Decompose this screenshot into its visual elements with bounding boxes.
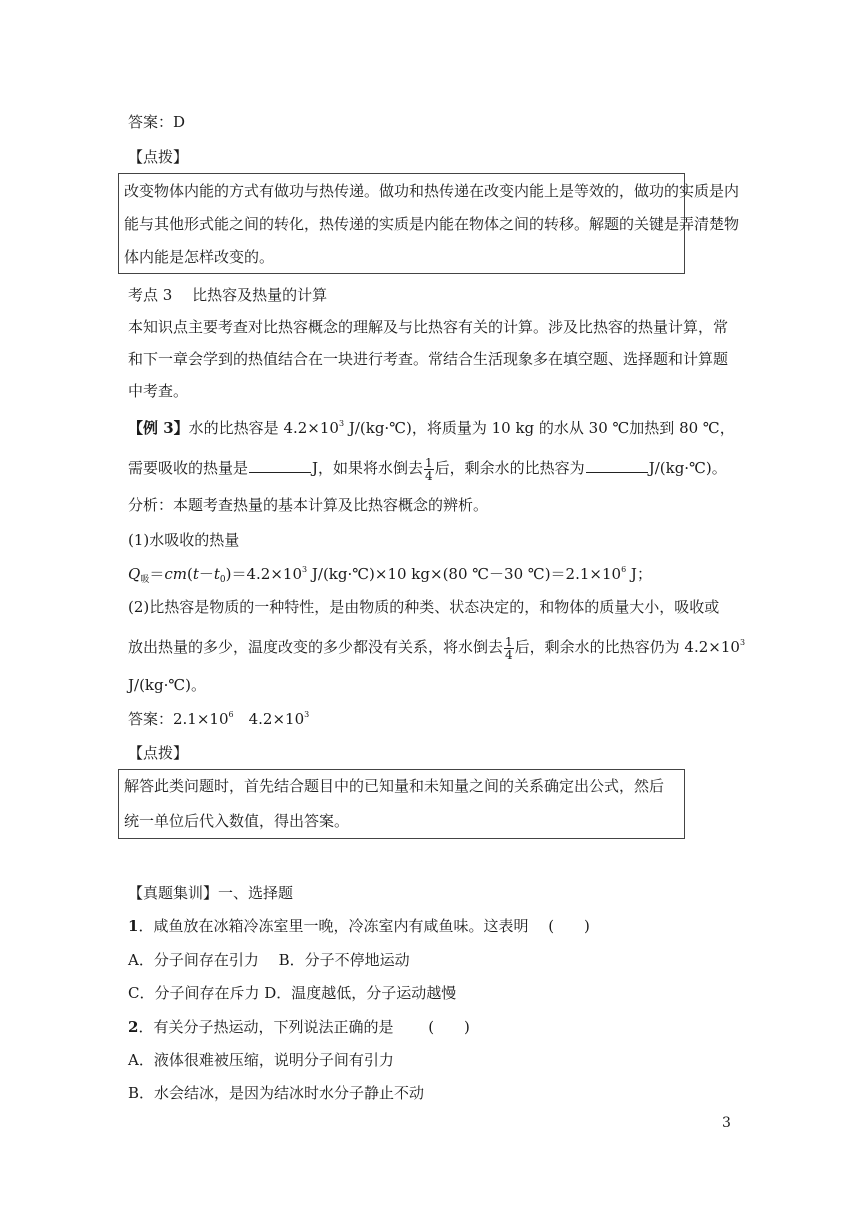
section-text: 和下一章会学到的热值结合在一块进行考查。常结合生活现象多在填空题、选择题和计算题 bbox=[128, 350, 729, 368]
option-line: A．液体很难被压缩，说明分子间有引力 bbox=[128, 1051, 394, 1069]
formula-text: J/(kg·℃)×10 kg×(80 ℃－30 ℃)＝2.1×10 bbox=[307, 565, 622, 583]
formula-text: ) bbox=[225, 565, 232, 583]
formula-symbol: t bbox=[213, 565, 220, 583]
example-line bbox=[128, 451, 727, 485]
tip-line: 统一单位后代入数值，得出答案。 bbox=[124, 812, 350, 830]
option-line: C．分子间存在斥力 D．温度越低，分子运动越慢 bbox=[128, 984, 457, 1002]
superscript: 6 bbox=[621, 565, 627, 574]
tip-heading: 【点拨】 bbox=[128, 744, 189, 762]
answer-blank[interactable] bbox=[586, 458, 648, 473]
page-number: 3 bbox=[722, 1115, 731, 1131]
tip-heading: 【点拨】 bbox=[128, 148, 189, 166]
answer-text: 4.2×10 bbox=[233, 710, 305, 728]
example-label: 【例 3】 bbox=[128, 419, 189, 437]
question-line bbox=[128, 916, 590, 936]
example-text: J/(kg·℃)。 bbox=[648, 459, 727, 477]
superscript: 3 bbox=[739, 638, 746, 647]
answer-line: 答案：D bbox=[128, 113, 186, 131]
section-text: 中考查。 bbox=[128, 382, 189, 400]
example-line bbox=[128, 418, 735, 438]
formula-text: － bbox=[198, 565, 214, 583]
step-line: J/(kg·℃)。 bbox=[128, 676, 207, 694]
tip-box bbox=[118, 769, 685, 839]
option-line: A．分子间存在引力 B．分子不停地运动 bbox=[128, 951, 410, 969]
step-title: (1)水吸收的热量 bbox=[128, 531, 240, 549]
fraction bbox=[504, 636, 514, 661]
example-text: J/(kg·℃)，将质量为 10 kg 的水从 30 ℃加热到 80 ℃， bbox=[344, 419, 735, 437]
superscript: 3 bbox=[302, 565, 308, 574]
fraction-numerator: 1 bbox=[505, 634, 513, 649]
formula-text: ＝ bbox=[149, 565, 165, 583]
tip-box bbox=[118, 173, 740, 274]
question-line bbox=[128, 1017, 470, 1037]
formula-symbol: t bbox=[192, 565, 199, 583]
formula-line bbox=[128, 564, 652, 584]
superscript: 3 bbox=[338, 419, 345, 428]
subscript: 吸 bbox=[140, 575, 150, 585]
example-text: 需要吸收的热量是 bbox=[128, 459, 249, 477]
section-heading: 考点 3 比热容及热量的计算 bbox=[128, 286, 328, 304]
example-text: 水的比热容是 4.2×10 bbox=[188, 419, 339, 437]
question-number: 1 bbox=[128, 917, 139, 935]
answer-text: 答案：2.1×10 bbox=[128, 710, 229, 728]
question-number: 2 bbox=[128, 1018, 139, 1036]
formula-symbol: Q bbox=[128, 565, 141, 583]
step-text: 放出热量的多少，温度改变的多少都没有关系，将水倒去 bbox=[128, 638, 504, 656]
superscript: 6 bbox=[228, 710, 234, 719]
fraction-numerator: 1 bbox=[425, 455, 433, 470]
question-text: ．有关分子热运动，下列说法正确的是 ( ) bbox=[138, 1018, 470, 1036]
question-text: ．咸鱼放在冰箱冷冻室里一晚，冷冻室内有咸鱼味。这表明 ( ) bbox=[138, 917, 590, 935]
drill-heading: 【真题集训】一、选择题 bbox=[128, 884, 294, 902]
step-line: (2)比热容是物质的一种特性，是由物质的种类、状态决定的，和物体的质量大小，吸收或 bbox=[128, 598, 720, 616]
section-text: 本知识点主要考查对比热容概念的理解及与比热容有关的计算。涉及比热容的热量计算，常 bbox=[128, 318, 729, 336]
fraction bbox=[424, 457, 434, 482]
option-line: B．水会结冰，是因为结冰时水分子静止不动 bbox=[128, 1084, 425, 1102]
step-text: 后，剩余水的比热容仍为 4.2×10 bbox=[514, 638, 740, 656]
subscript: 0 bbox=[219, 575, 226, 585]
formula-text: J； bbox=[626, 565, 652, 583]
tip-line: 解答此类问题时，首先结合题目中的已知量和未知量之间的关系确定出公式，然后 bbox=[124, 777, 665, 795]
example-text: 后，剩余水的比热容为 bbox=[434, 459, 585, 477]
fraction-denominator: 4 bbox=[505, 647, 513, 662]
step-line bbox=[128, 630, 745, 664]
tip-line: 能与其他形式能之间的转化，热传递的实质是内能在物体之间的转移。解题的关键是弄清楚物 bbox=[124, 215, 740, 233]
example-text: J，如果将水倒去 bbox=[312, 459, 424, 477]
analysis-line: 分析：本题考查热量的基本计算及比热容概念的辨析。 bbox=[128, 496, 489, 514]
formula-text: ( bbox=[186, 565, 193, 583]
formula-symbol: cm bbox=[164, 565, 187, 583]
fraction-denominator: 4 bbox=[425, 468, 433, 483]
tip-line: 体内能是怎样改变的。 bbox=[124, 248, 275, 266]
superscript: 3 bbox=[304, 710, 310, 719]
answer-blank[interactable] bbox=[249, 458, 311, 473]
formula-text: ＝4.2×10 bbox=[231, 565, 303, 583]
tip-line: 改变物体内能的方式有做功与热传递。做功和热传递在改变内能上是等效的，做功的实质是内 bbox=[124, 182, 740, 200]
answer-line bbox=[128, 709, 309, 729]
